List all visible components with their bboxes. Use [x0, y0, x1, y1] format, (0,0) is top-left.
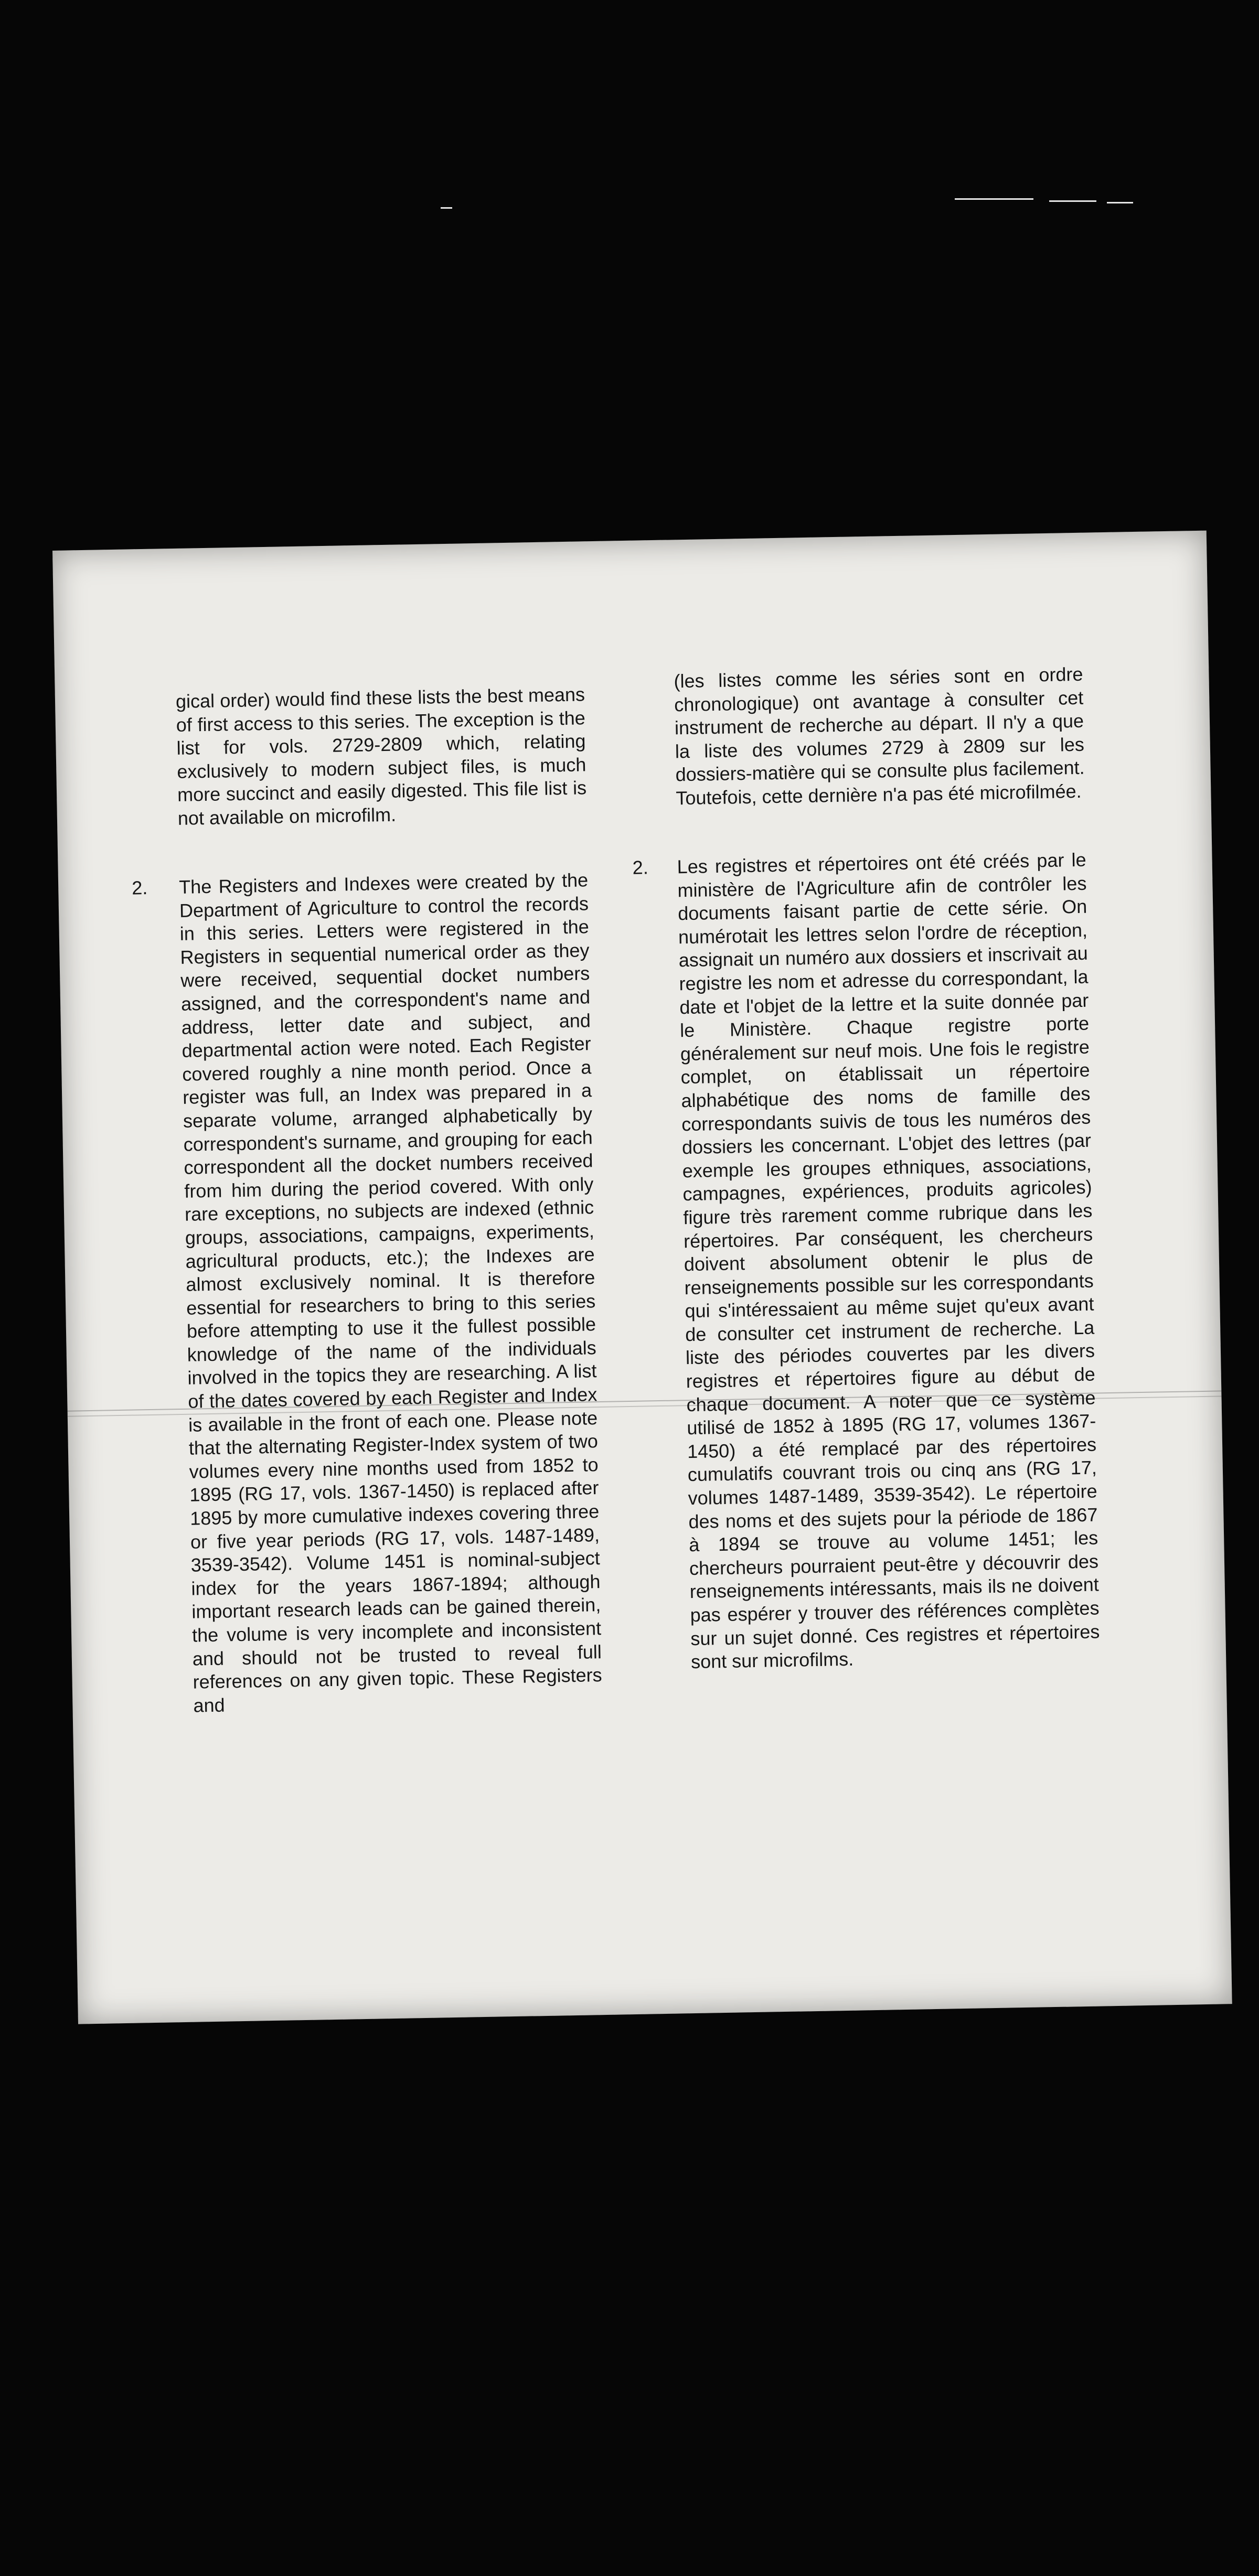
left-continuation-paragraph: gical order) would find these lists the best means of first access to this series. The exception is the list for vols. 2729-2809 which, relating exclusively to modern subject files, is much more succinct and easily digested. This file list is not available on microfilm.: [175, 683, 587, 829]
left-item-paragraph: The Registers and Indexes were created by the Department of Agriculture to control the records in this series. Letters were registered in the Registers in sequential numerical order as they were received, sequential docket numbers assigned, and the correspondent's name and address, letter date and subject, and departmental action were noted. Each Register covered roughly a nine month period. Once a register was full, an Index was prepared in a separate volume, arranged alphabetically by correspondent's surname, and grouping for each correspondent all the docket numbers received from him during the period covered. With only rare exceptions, no subjects are indexed (ethnic groups, associations, campaigns, experiments, agricultural products, etc.); the Indexes are almost exclusively nominal. It is therefore essential for researchers to bring to this series before attempting to use it the fullest possible knowledge of the name of the individuals involved in the topics they are researching. A list of the dates covered by each Register and Index is available in the front of each one. Please note that the alternating Register-Index system of two volumes every nine months used from 1852 to 1895 (RG 17, vols. 1367-1450) is replaced after 1895 by more cumulative indexes covering three or five year periods (RG 17, vols. 1487-1489, 3539-3542). Volume 1451 is nominal-subject index for the years 1867-1894; although important research leads can be gained therein, the volume is very incomplete and inconsistent and should not be trusted to reveal full references on any given topic. These Registers and: [178, 869, 602, 1716]
left-column: [131, 541, 602, 1716]
right-item-paragraph: Les registres et répertoires ont été créés par le ministère de l'Agriculture afin de contrôler les documents faisant partie de cette série. On numérotait les lettres selon l'ordre de réception, assignait un numéro aux dossiers et inscrivait au registre les nom et adresse du correspondant, la date et l'objet de la lettre et la suite donnée par le Ministère. Chaque registre porte généralement sur neuf mois. Une fois le registre complet, on établissait un répertoire alphabétique des noms de famille des correspondants suivis de tous les numéros des dossiers les concernant. L'objet des lettres (par exemple les groupes ethniques, associations, campagnes, expériences, produits agricoles) figure très rarement comme rubrique dans les répertoires. Par conséquent, les chercheurs doivent absolument obtenir le plus de renseignements possible sur les correspondants qui s'intéressaient au même sujet qu'eux avant de consulter cet instrument de recherche. La liste des périodes couvertes par les divers registres et répertoires figure au début de chaque document. A noter que ce système utilisé de 1852 à 1895 (RG 17, volumes 1367-1450) a été remplacé par des répertoires cumulatifs couvrant trois ou cinq ans (RG 17, volumes 1487-1489, 3539-3542). Le répertoire des noms et des sujets pour la période de 1867 à 1894 se trouve au volume 1451; les chercheurs pourraient peut-être y découvrir des renseignements intéressants, mais ils ne doivent pas espérer y trouver des références complètes sur un sujet donné. Ces registres et répertoires sont sur microfilms.: [677, 849, 1100, 1673]
right-column: [632, 533, 1100, 1673]
right-continuation-paragraph: (les listes comme les séries sont en ordre chronologique) ont avantage à consulter cet instrument de recherche au départ. Il n'y a que la liste des volumes 2729 à 2809 sur les dossiers-matière qui se consulte plus facilement. Toutefois, cette dernière n'a pas été microfilmée.: [674, 663, 1085, 809]
right-item-number: 2.: [632, 856, 649, 878]
film-edge-mark: [441, 207, 452, 209]
film-edge-mark: [1049, 200, 1096, 202]
left-item-block: [179, 868, 603, 1718]
right-item-block: [677, 849, 1100, 1674]
left-continuation-block: [176, 683, 588, 830]
document-page: [52, 531, 1232, 2024]
film-edge-mark: [1107, 202, 1133, 203]
right-continuation-block: [674, 663, 1085, 810]
film-edge-mark: [955, 198, 1033, 200]
left-item-number: 2.: [131, 876, 148, 899]
